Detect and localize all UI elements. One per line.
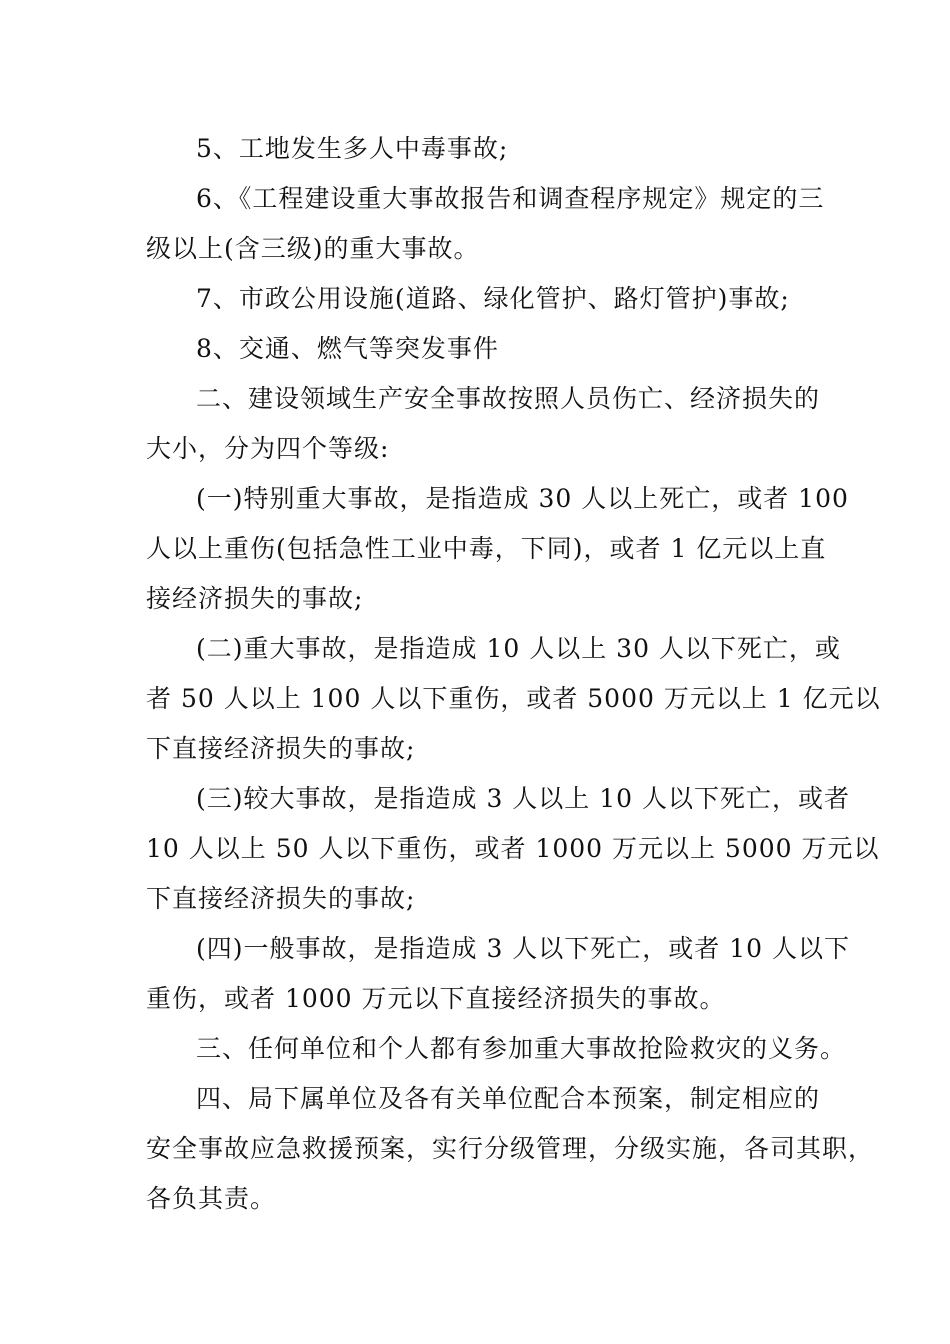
grade-3-line: (三)较大事故，是指造成 3 人以上 10 人以下死亡，或者 — [196, 784, 851, 813]
text-line: 下直接经济损失的事故; — [146, 734, 416, 763]
text-line: 安全事故应急救援预案，实行分级管理，分级实施，各司其职， — [146, 1134, 875, 1163]
text-line-item-7: 7、市政公用设施(道路、绿化管护、路灯管护)事故; — [196, 284, 790, 313]
text-line: 10 人以上 50 人以下重伤，或者 1000 万元以上 5000 万元以 — [146, 834, 880, 863]
text-line: 者 50 人以上 100 人以下重伤，或者 5000 万元以上 1 亿元以 — [146, 684, 881, 713]
section-heading-4: 四、局下属单位及各有关单位配合本预案，制定相应的 — [196, 1084, 821, 1113]
text-line: 级以上(含三级)的重大事故。 — [146, 234, 480, 263]
section-heading-3: 三、任何单位和个人都有参加重大事故抢险救灾的义务。 — [196, 1034, 847, 1063]
section-heading-2: 二、建设领域生产安全事故按照人员伤亡、经济损失的 — [196, 384, 821, 413]
text-line-item-8: 8、交通、燃气等突发事件 — [196, 334, 499, 363]
text-line: 重伤，或者 1000 万元以下直接经济损失的事故。 — [146, 984, 726, 1013]
text-line: 人以上重伤(包括急性工业中毒，下同)，或者 1 亿元以上直 — [146, 534, 827, 563]
text-line: 接经济损失的事故; — [146, 584, 364, 613]
text-line-item-5: 5、工地发生多人中毒事故; — [196, 134, 509, 163]
text-line: 大小，分为四个等级: — [146, 434, 390, 463]
text-line: 下直接经济损失的事故; — [146, 884, 416, 913]
grade-4-line: (四)一般事故，是指造成 3 人以下死亡，或者 10 人以下 — [196, 934, 851, 963]
text-line-item-6: 6、《工程建设重大事故报告和调查程序规定》规定的三 — [196, 184, 825, 213]
grade-2-line: (二)重大事故，是指造成 10 人以上 30 人以下死亡，或 — [196, 634, 841, 663]
grade-1-line: (一)特别重大事故，是指造成 30 人以上死亡，或者 100 — [196, 484, 849, 513]
text-line: 各负其责。 — [146, 1184, 277, 1213]
